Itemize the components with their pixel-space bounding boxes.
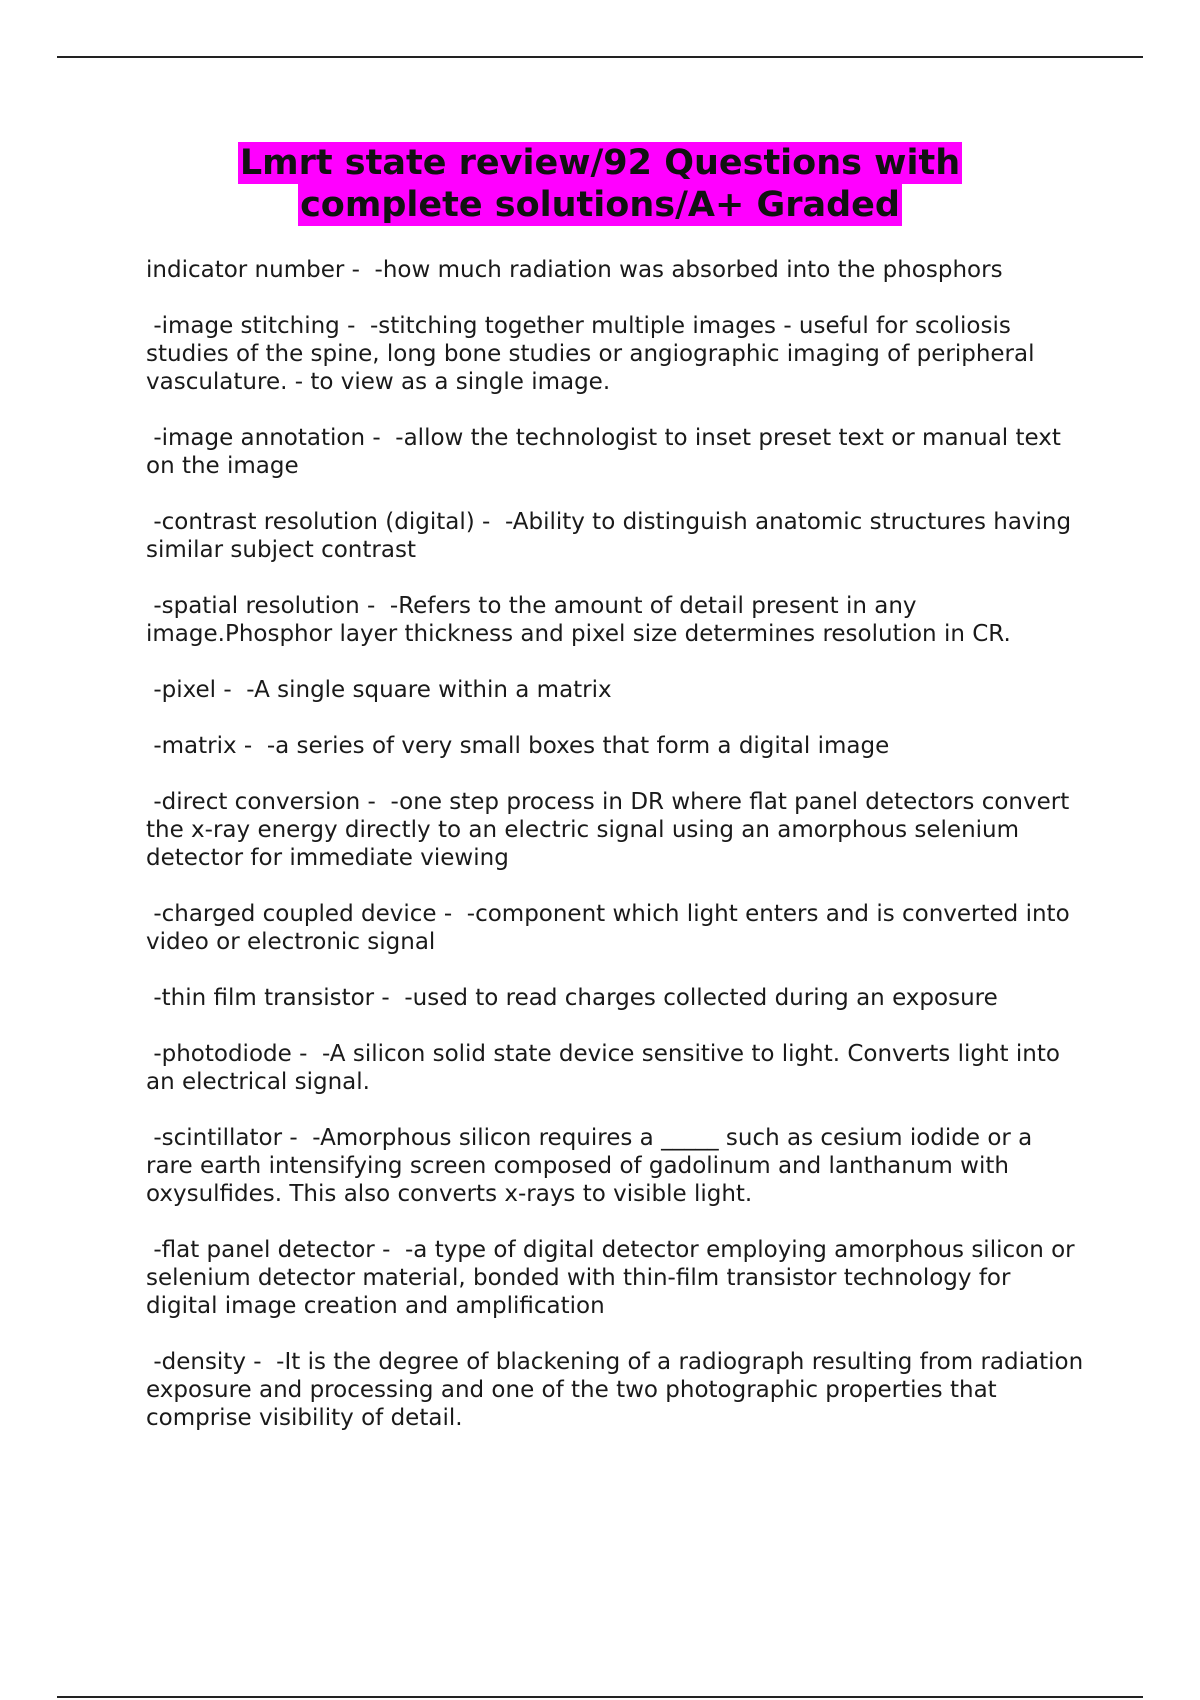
qa-entry: -matrix - -a series of very small boxes that form a digital image [146,733,890,759]
qa-entry: -thin film transistor - -used to read charges collected during an exposure [146,985,998,1011]
qa-entry: -density - -It is the degree of blackening of a radiograph resulting from radiation exposure and processing and one of the two photographic properties that comprise visibility of detail. [146,1349,1091,1431]
title-line-1: Lmrt state review/92 Questions with [239,143,961,183]
qa-entry: indicator number - -how much radiation was absorbed into the phosphors [146,257,1003,283]
qa-entry: -image stitching - -stitching together multiple images - useful for scoliosis studies of the spine, long bone studies or angiographic imaging of peripheral vasculature. - to view as a single image. [146,313,1042,395]
qa-entry: -image annotation - -allow the technologist to inset preset text or manual text on the image [146,425,1069,479]
document-title [0,142,1200,226]
qa-entry: -flat panel detector - -a type of digital detector employing amorphous silicon or selenium detector material, bonded with thin-film transistor technology for digital image creation and amplification [146,1237,1082,1319]
qa-entry: -scintillator - -Amorphous silicon requires a _____ such as cesium iodide or a rare earth intensifying screen composed of gadolinum and lanthanum with oxysulfides. This also converts x-rays to visible light. [146,1125,1040,1207]
qa-entry: -contrast resolution (digital) - -Ability to distinguish anatomic structures having similar subject contrast [146,509,1079,563]
qa-entry: -direct conversion - -one step process in DR where flat panel detectors convert the x-ray energy directly to an electric signal using an amorphous selenium detector for immediate viewing [146,789,1077,871]
header-rule [57,56,1143,58]
footer-rule [57,1696,1143,1698]
qa-entry: -photodiode - -A silicon solid state device sensitive to light. Converts light into an electrical signal. [146,1041,1068,1095]
qa-entry: -charged coupled device - -component which light enters and is converted into video or electronic signal [146,901,1077,955]
qa-entries [146,256,1091,1460]
title-line-2: complete solutions/A+ Graded [300,185,900,225]
qa-entry: -spatial resolution - -Refers to the amount of detail present in any image.Phosphor layer thickness and pixel size determines resolution in CR. [146,593,1011,647]
qa-entry: -pixel - -A single square within a matrix [146,677,612,703]
